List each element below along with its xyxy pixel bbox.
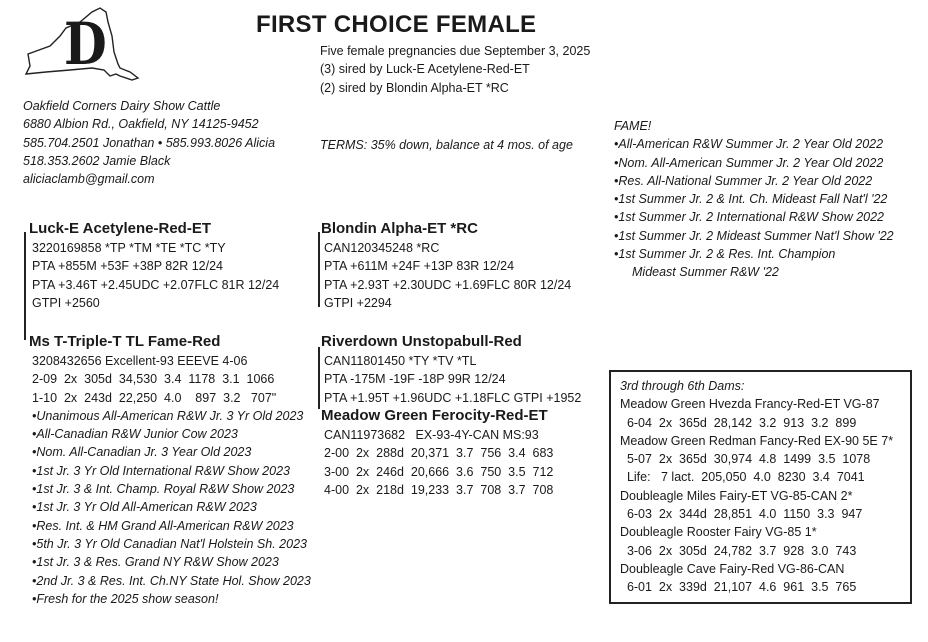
dams-box-line: Doubleagle Rooster Fairy VG-85 1* <box>620 525 817 540</box>
sire-mid2-line: CAN11801450 *TY *TV *TL <box>324 354 477 368</box>
dam-mid-line: 4-00 2x 218d 19,233 3.7 708 3.7 708 <box>324 482 554 497</box>
sire-mid-line: GTPI +2294 <box>324 295 392 310</box>
dam-mid-line: CAN11973682 EX-93-4Y-CAN MS:93 <box>324 428 539 442</box>
dam-left-line: 1-10 2x 243d 22,250 4.0 897 3.2 707" <box>32 390 277 405</box>
dam-mid-line: 3-00 2x 246d 20,666 3.6 750 3.5 712 <box>324 464 554 479</box>
dam-mid-block <box>321 406 553 499</box>
sire-left-line: PTA +855M +53F +38P 82R 12/24 <box>32 259 223 274</box>
dam-left-honor: •Fresh for the 2025 show season! <box>32 591 219 606</box>
dams-box-line: 5-07 2x 365d 30,974 4.8 1499 3.5 1078 <box>620 452 871 467</box>
fame-heading: FAME! <box>614 119 652 133</box>
dams-box-heading: 3rd through 6th Dams: <box>620 379 745 393</box>
dams-box <box>609 370 912 604</box>
intro-line: (3) sired by Luck-E Acetylene-Red-ET <box>320 62 530 77</box>
dams-box-line: Doubleagle Cave Fairy-Red VG-86-CAN <box>620 561 845 576</box>
terms-text: TERMS: 35% down, balance at 4 mos. of age <box>320 138 573 152</box>
dams-box-line: 6-04 2x 365d 28,142 3.2 913 3.2 899 <box>620 415 857 430</box>
fame-item: •1st Summer Jr. 2 & Res. Int. Champion <box>614 247 836 262</box>
sire-mid2-line: PTA -175M -19F -18P 99R 12/24 <box>324 372 506 387</box>
fame-item: •1st Summer Jr. 2 & Int. Ch. Mideast Fall Nat'l '22 <box>614 192 888 207</box>
dam-left-honor: •2nd Jr. 3 & Res. Int. Ch.NY State Hol. Show 2023 <box>32 573 311 588</box>
contact-line: aliciaclamb@gmail.com <box>23 172 155 187</box>
dams-box-line: 6-03 2x 344d 28,851 4.0 1150 3.3 947 <box>620 507 863 522</box>
dam-left-honor: •5th Jr. 3 Yr Old Canadian Nat'l Holstein Sh. 2023 <box>32 536 307 551</box>
intro-line: (2) sired by Blondin Alpha-ET *RC <box>320 80 509 95</box>
dam-left-honor: •Res. Int. & HM Grand All-American R&W 2023 <box>32 518 294 533</box>
sire-mid-block <box>321 219 571 312</box>
dam-left-name: Ms T-Triple-T TL Fame-Red <box>29 333 221 350</box>
dams-box-line: Meadow Green Redman Fancy-Red EX-90 5E 7* <box>620 433 894 448</box>
sire-left-name: Luck-E Acetylene-Red-ET <box>29 220 211 237</box>
contact-line: Oakfield Corners Dairy Show Cattle <box>23 99 221 113</box>
dam-left-honor: •1st Jr. 3 & Res. Grand NY R&W Show 2023 <box>32 555 279 570</box>
contact-line: 6880 Albion Rd., Oakfield, NY 14125-9452 <box>23 117 259 132</box>
dam-mid-line: 2-00 2x 288d 20,371 3.7 756 3.4 683 <box>324 446 554 461</box>
dam-mid-name: Meadow Green Ferocity-Red-ET <box>321 407 548 424</box>
sire-left-block <box>29 219 279 312</box>
dam-left-honor: •Unanimous All-American R&W Jr. 3 Yr Old 2023 <box>32 408 304 423</box>
dam-left-honor: •1st Jr. 3 & Int. Champ. Royal R&W Show 2023 <box>32 482 295 497</box>
fame-block <box>614 117 894 282</box>
pedigree-connector-mid2 <box>318 347 320 409</box>
pedigree-connector-mid <box>318 232 320 307</box>
sire-mid2-block <box>321 332 581 407</box>
dams-box-line: Doubleagle Miles Fairy-ET VG-85-CAN 2* <box>620 488 853 503</box>
pedigree-connector-left <box>24 232 26 340</box>
contact-line: 518.353.2602 Jamie Black <box>23 153 171 168</box>
contact-line: 585.704.2501 Jonathan • 585.993.8026 Alicia <box>23 135 276 150</box>
page-title: FIRST CHOICE FEMALE <box>256 11 537 38</box>
sire-mid-name: Blondin Alpha-ET *RC <box>321 220 478 237</box>
fame-item: •All-American R&W Summer Jr. 2 Year Old 2022 <box>614 137 884 152</box>
contact-block <box>23 97 275 188</box>
sire-mid-line: CAN120345248 *RC <box>324 241 440 255</box>
dam-left-line: 3208432656 Excellent-93 EEEVE 4-06 <box>32 354 248 368</box>
intro-block <box>320 42 590 97</box>
sire-mid-line: PTA +611M +24F +13P 83R 12/24 <box>324 259 515 274</box>
fame-item: •1st Summer Jr. 2 International R&W Show 2022 <box>614 210 885 225</box>
dam-left-honor: •1st Jr. 3 Yr Old International R&W Show 2023 <box>32 463 290 478</box>
dam-left-honor: •All-Canadian R&W Junior Cow 2023 <box>32 427 238 442</box>
farm-logo <box>20 6 145 91</box>
dam-left-line: 2-09 2x 305d 34,530 3.4 1178 3.1 1066 <box>32 372 275 387</box>
sire-left-line: 3220169858 *TP *TM *TE *TC *TY <box>32 241 226 255</box>
sire-mid2-name: Riverdown Unstopabull-Red <box>321 333 522 350</box>
dam-left-honor: •Nom. All-Canadian Jr. 3 Year Old 2023 <box>32 445 252 460</box>
dam-left-honor: •1st Jr. 3 Yr Old All-American R&W 2023 <box>32 500 257 515</box>
dams-box-line: Life: 7 lact. 205,050 4.0 8230 3.4 7041 <box>620 470 865 485</box>
dams-box-line: 3-06 2x 305d 24,782 3.7 928 3.0 743 <box>620 543 857 558</box>
fame-item: Mideast Summer R&W '22 <box>632 265 779 280</box>
sire-left-line: GTPI +2560 <box>32 295 100 310</box>
intro-line: Five female pregnancies due September 3, 2025 <box>320 44 591 58</box>
fame-item: •Nom. All-American Summer Jr. 2 Year Old 2022 <box>614 155 884 170</box>
sire-mid2-line: PTA +1.95T +1.96UDC +1.18FLC GTPI +1952 <box>324 390 582 405</box>
sire-mid-line: PTA +2.93T +2.30UDC +1.69FLC 80R 12/24 <box>324 277 572 292</box>
dam-left-block <box>29 332 311 608</box>
fame-item: •1st Summer Jr. 2 Mideast Summer Nat'l Show '22 <box>614 228 894 243</box>
logo-letter: D <box>64 10 107 78</box>
fame-item: •Res. All-National Summer Jr. 2 Year Old 2022 <box>614 173 873 188</box>
dams-box-line: 6-01 2x 339d 21,107 4.6 961 3.5 765 <box>620 580 857 595</box>
dams-box-line: Meadow Green Hvezda Francy-Red-ET VG-87 <box>620 397 880 412</box>
sire-left-line: PTA +3.46T +2.45UDC +2.07FLC 81R 12/24 <box>32 277 280 292</box>
